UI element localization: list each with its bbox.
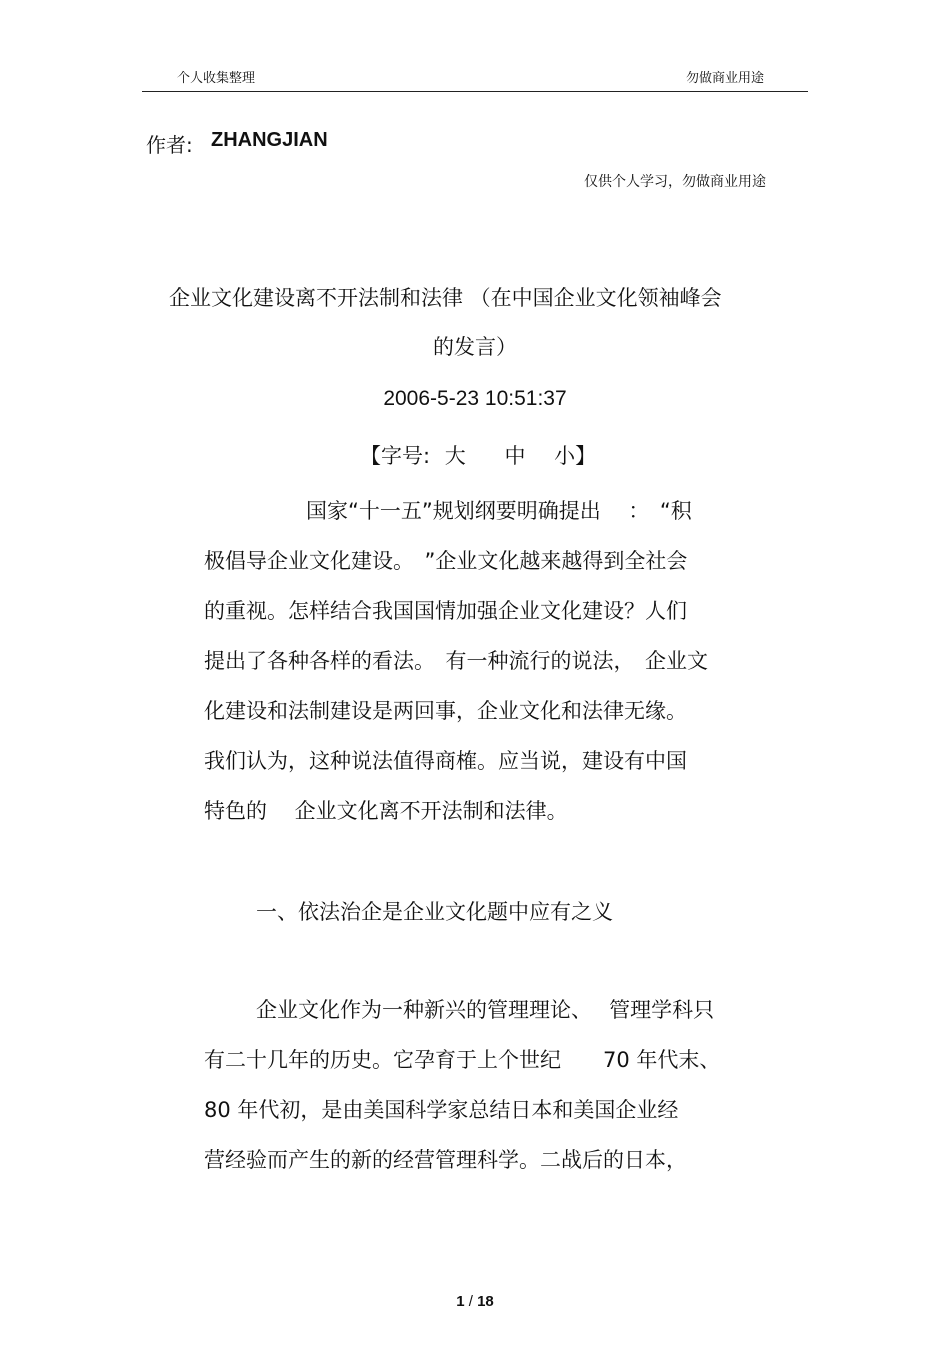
header-right-text: 勿做商业用途 <box>685 71 764 86</box>
paragraph-1-line-7: 特色的 企业文化离不开法制和法律。 <box>204 799 568 823</box>
font-size-label: 【字号: <box>360 444 431 468</box>
paragraph-1-line-5: 化建设和法制建设是两回事，企业文化和法律无缘。 <box>204 699 687 723</box>
publish-timestamp: 2006-5-23 10:51:37 <box>383 387 567 410</box>
font-size-selector <box>360 440 596 470</box>
article-title-line-2: 的发言） <box>433 335 517 359</box>
font-size-large-link[interactable]: 大 <box>444 444 466 468</box>
author-label: 作者: <box>146 133 193 157</box>
paragraph-2-line-4: 营经验而产生的新的经营管理科学。二战后的日本， <box>204 1148 687 1172</box>
paragraph-2-line-1: 企业文化作为一种新兴的管理理论、 管理学科只 <box>256 998 715 1022</box>
article-title-line-1: 企业文化建设离不开法制和法律 （在中国企业文化领袖峰会 <box>169 286 722 310</box>
font-size-small-link[interactable]: 小 <box>554 444 576 468</box>
header-left-text: 个人收集整理 <box>177 71 256 86</box>
page-total: 18 <box>477 1293 494 1310</box>
paragraph-1-line-4: 提出了各种各样的看法。 有一种流行的说法， 企业文 <box>204 649 708 673</box>
paragraph-1-line-3: 的重视。怎样结合我国国情加强企业文化建设？人们 <box>204 599 687 623</box>
page-number <box>0 1293 950 1310</box>
paragraph-2-line-2: 有二十几年的历史。它孕育于上个世纪 70 年代末、 <box>204 1048 721 1072</box>
paragraph-2-line-3: 80 年代初，是由美国科学家总结日本和美国企业经 <box>204 1098 679 1122</box>
author-name: ZHANGJIAN <box>211 129 328 151</box>
font-size-close: 】 <box>575 444 597 468</box>
page-separator: / <box>468 1293 473 1310</box>
paragraph-1-line-2: 极倡导企业文化建设。 ”企业文化越来越得到全社会 <box>204 549 688 573</box>
page-current: 1 <box>456 1293 465 1310</box>
paragraph-1-line-6: 我们认为，这种说法值得商榷。应当说，建设有中国 <box>204 749 687 773</box>
usage-notice: 仅供个人学习，勿做商业用途 <box>584 174 766 190</box>
header-divider <box>142 91 808 92</box>
section-1-heading: 一、依法治企是企业文化题中应有之义 <box>256 900 613 924</box>
font-size-medium-link[interactable]: 中 <box>504 444 526 468</box>
paragraph-1-line-1: 国家“十一五”规划纲要明确提出 ： “积 <box>306 499 692 523</box>
